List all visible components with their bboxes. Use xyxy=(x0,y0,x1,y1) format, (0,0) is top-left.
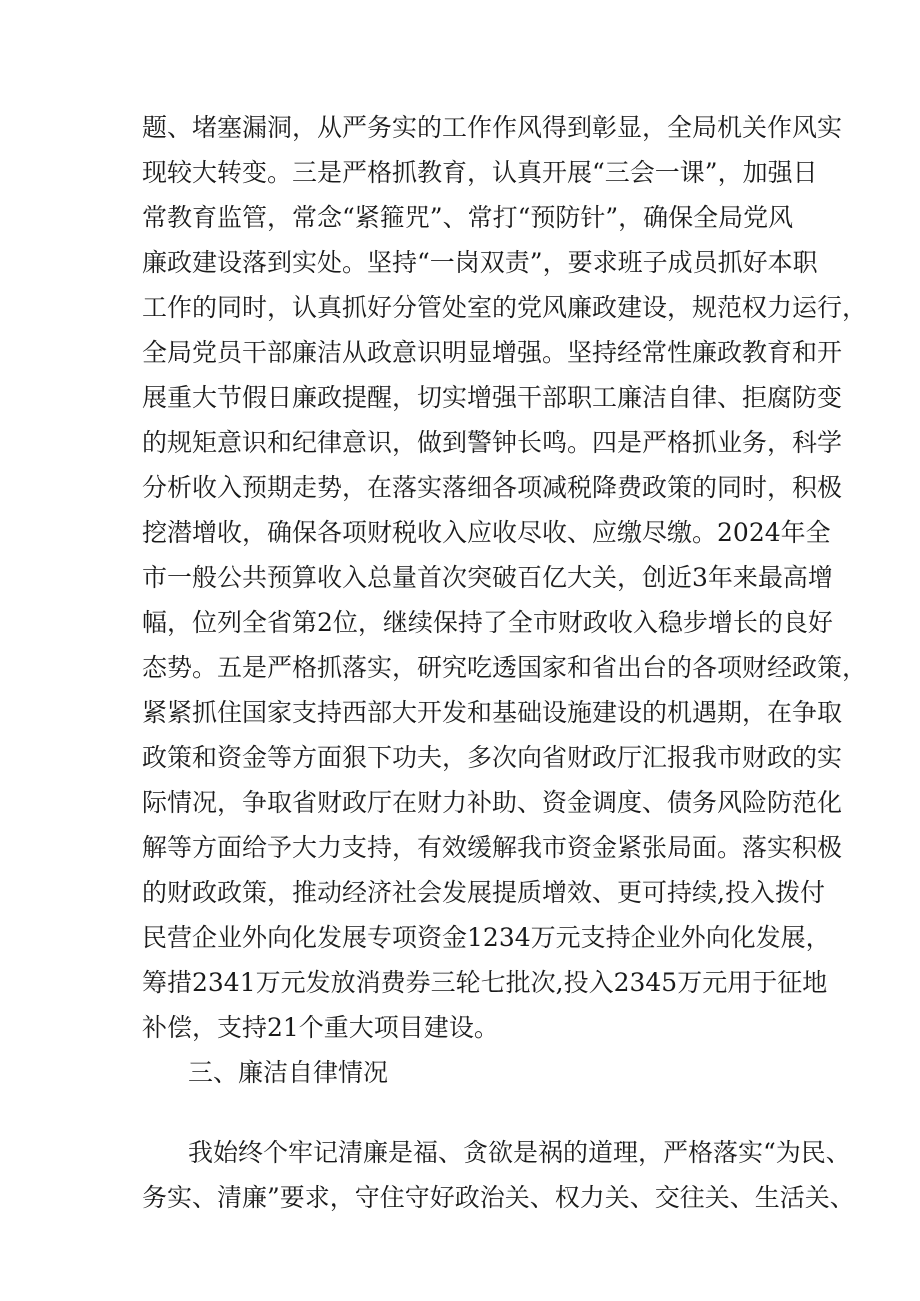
text-line: 我始终个牢记清廉是福、贪欲是祸的道理，严格落实“为民、 xyxy=(188,1138,851,1167)
text-line: 分析收入预期走势，在落实落细各项减税降费政策的同时，积极 xyxy=(142,473,843,502)
text-line: 工作的同时，认真抓好分管处室的党风廉政建设，规范权力运行， xyxy=(142,293,868,322)
text-line: 际情况，争取省财政厅在财力补助、资金调度、债务风险防范化 xyxy=(142,788,843,817)
text-line: 挖潜增收，确保各项财税收入应收尽收、应缴尽缴。2024年全 xyxy=(142,518,831,547)
text-line: 补偿，支持21个重大项目建设。 xyxy=(142,1013,499,1042)
text-line: 态势。五是严格抓落实，研究吃透国家和省出台的各项财经政策， xyxy=(142,653,868,682)
text-line: 政策和资金等方面狠下功夫，多次向省财政厅汇报我市财政的实 xyxy=(142,743,843,772)
text-line: 廉政建设落到实处。坚持“一岗双责”，要求班子成员抓好本职 xyxy=(142,248,818,277)
text-line: 展重大节假日廉政提醒，切实增强干部职工廉洁自律、拒腐防变 xyxy=(142,383,843,412)
text-line: 题、堵塞漏洞，从严务实的工作作风得到彰显，全局机关作风实 xyxy=(142,113,843,142)
text-line: 常教育监管，常念“紧箍咒”、常打“预防针”，确保全局党风 xyxy=(142,203,794,232)
text-line: 务实、清廉”要求，守住守好政治关、权力关、交往关、生活关、 xyxy=(142,1183,855,1212)
text-line: 市一般公共预算收入总量首次突破百亿大关，创近3年来最高增 xyxy=(142,563,833,592)
text-line: 的财政政策，推动经济社会发展提质增效、更可持续,投入拨付 xyxy=(142,878,825,907)
text-line: 全局党员干部廉洁从政意识明显增强。坚持经常性廉政教育和开 xyxy=(142,338,843,367)
text-line: 的规矩意识和纪律意识，做到警钟长鸣。四是严格抓业务，科学 xyxy=(142,428,843,457)
text-line: 民营企业外向化发展专项资金1234万元支持企业外向化发展， xyxy=(142,923,831,952)
text-line: 紧紧抓住国家支持西部大开发和基础设施建设的机遇期，在争取 xyxy=(142,698,843,727)
text-line: 筹措2341万元发放消费券三轮七批次,投入2345万元用于征地 xyxy=(142,968,828,997)
section-heading: 三、廉洁自律情况 xyxy=(188,1058,389,1087)
text-line: 现较大转变。三是严格抓教育，认真开展“三会一课”，加强日 xyxy=(142,158,818,187)
text-line: 幅，位列全省第2位，继续保持了全市财政收入稳步增长的良好 xyxy=(142,608,833,637)
text-line: 解等方面给予大力支持，有效缓解我市资金紧张局面。落实积极 xyxy=(142,833,843,862)
